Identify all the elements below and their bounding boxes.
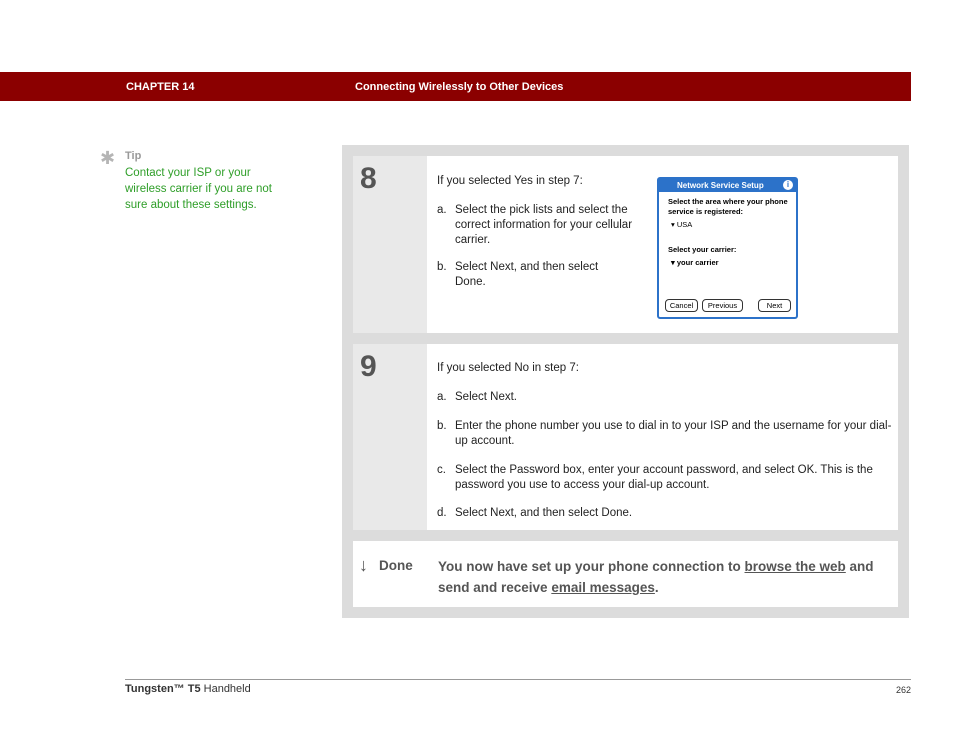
device-title: Network Service Setup (677, 181, 764, 190)
item-letter: a. (437, 391, 447, 403)
step-number: 8 (360, 162, 377, 195)
chapter-header-bar (0, 72, 911, 101)
item-text: Select Next. (455, 391, 517, 403)
item-letter: b. (437, 420, 447, 432)
footer-product (125, 683, 251, 695)
carrier-value: your carrier (676, 258, 719, 267)
browse-the-web-link[interactable]: browse the web (744, 559, 846, 574)
step-number-column (353, 156, 427, 333)
step-item (437, 463, 892, 493)
item-letter: b. (437, 261, 447, 273)
step-item (437, 260, 637, 290)
carrier-label: Select your carrier: (668, 245, 737, 254)
down-arrow-icon: ↓ (359, 555, 368, 575)
step-content (427, 156, 898, 333)
item-text: Select Next, and then select Done. (455, 507, 633, 519)
cancel-button: Cancel (665, 299, 698, 312)
item-letter: c. (437, 464, 446, 476)
done-label: Done (379, 558, 413, 573)
step-number: 9 (360, 350, 377, 383)
step-item (437, 506, 892, 521)
item-text: Select Next, and then select Done. (455, 261, 599, 288)
step-number-column (353, 344, 427, 530)
done-text-part: and send and receive (438, 559, 874, 595)
dropdown-arrow-icon: ▾ (671, 220, 675, 229)
area-label: Select the area where your phone service is registered: (668, 197, 788, 216)
footer-divider (125, 679, 911, 680)
info-icon: i (783, 180, 793, 190)
step-intro: If you selected Yes in step 7: (437, 175, 583, 187)
previous-button: Previous (702, 299, 743, 312)
done-text-part: . (654, 580, 659, 595)
tip-text: Contact your ISP or your wireless carrier if you are not sure about these settings. (125, 167, 272, 211)
asterisk-icon: ✱ (100, 148, 116, 168)
device-screenshot (657, 177, 798, 319)
carrier-picklist (671, 258, 719, 267)
item-letter: a. (437, 204, 447, 216)
steps-panel (342, 145, 909, 618)
item-text: Enter the phone number you use to dial in to your ISP and the username for your dial-up account. (455, 420, 892, 447)
step-item (437, 419, 892, 449)
product-name: Tungsten™ T5 (125, 683, 201, 695)
item-letter: d. (437, 507, 447, 519)
item-text: Select the Password box, enter your account password, and select OK. This is the password you use to access your dial-up account. (455, 464, 873, 491)
step-item (437, 390, 892, 405)
step-item (437, 203, 637, 248)
dropdown-arrow-icon: ▾ (671, 258, 675, 267)
item-text: Select the pick lists and select the correct information for your cellular carrier. (455, 204, 633, 246)
next-button: Next (758, 299, 791, 312)
page-number: 262 (895, 685, 911, 695)
chapter-label: CHAPTER 14 (126, 81, 195, 93)
step-8 (353, 156, 898, 333)
tip-label: Tip (125, 150, 142, 162)
device-title-bar (659, 179, 796, 192)
done-text-part: You now have set up your phone connection to (438, 559, 745, 574)
section-title: Connecting Wirelessly to Other Devices (355, 81, 564, 93)
step-9 (353, 344, 898, 530)
area-value: USA (676, 220, 693, 229)
done-section (353, 541, 898, 607)
step-content (427, 344, 898, 530)
step-intro: If you selected No in step 7: (437, 362, 579, 374)
product-suffix: Handheld (200, 683, 251, 695)
email-messages-link[interactable]: email messages (551, 580, 655, 595)
area-picklist (671, 220, 692, 229)
done-text (438, 556, 888, 598)
